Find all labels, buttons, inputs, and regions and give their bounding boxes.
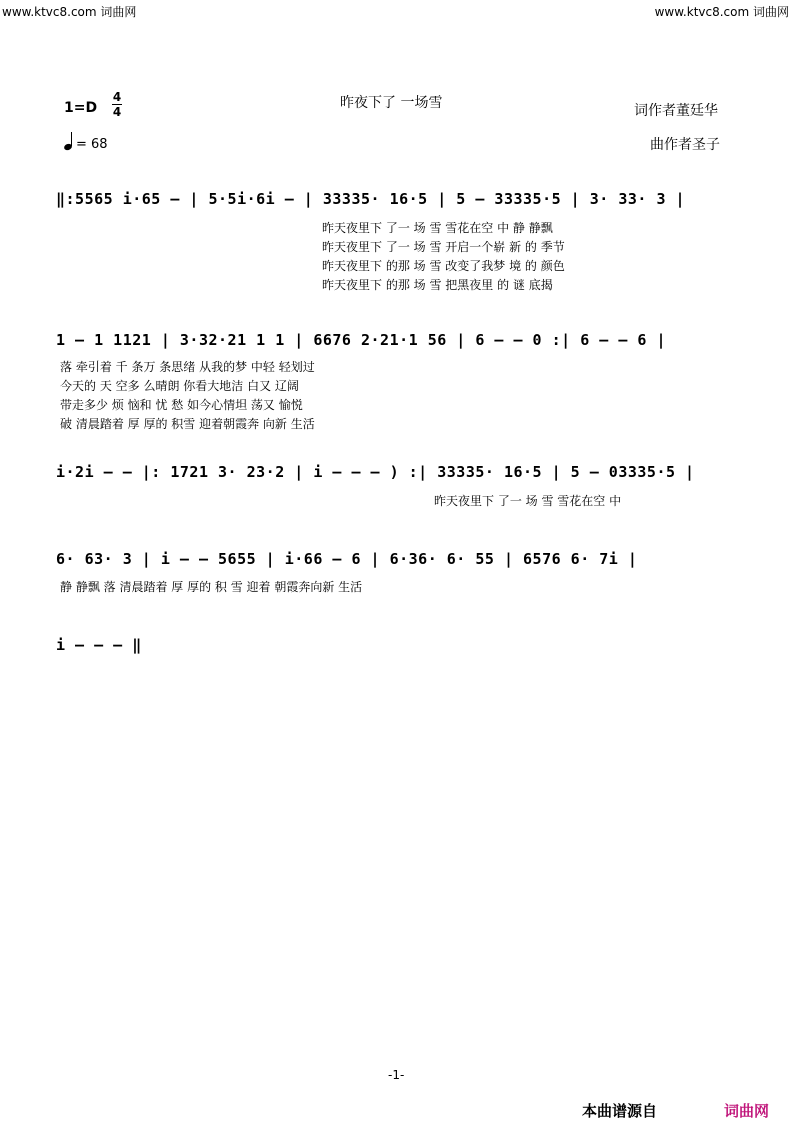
time-signature — [112, 90, 122, 119]
song-title: 昨夜下了 一场雪 — [340, 95, 443, 111]
tempo-value: = 68 — [76, 137, 108, 152]
notation-line-4: 6· 63· 3 | i – – 5655 | i·66 – 6 | 6·36· 6· 55 | 6576 6· 7i | — [56, 550, 638, 568]
lyric-line-1-2: 昨天夜里下 了一 场 雪 开启一个崭 新 的 季节 — [322, 240, 565, 254]
site-watermark-right: www.ktvc8.com 词曲网 — [654, 5, 789, 19]
lyric-line-1-4: 昨天夜里下 的那 场 雪 把黑夜里 的 谜 底揭 — [322, 278, 553, 292]
notation-line-5: i – – – ‖ — [56, 636, 142, 654]
quarter-note-icon — [63, 143, 73, 151]
lyric-line-2-1: 落 牵引着 千 条万 条思绪 从我的梦 中轻 轻划过 — [60, 360, 315, 374]
notation-line-3: i·2i – – |: 1721 3· 23·2 | i – – – ) :| 33335· 16·5 | 5 – 03335·5 | — [56, 463, 695, 481]
footer-source-label: 本曲谱源自 — [582, 1102, 658, 1120]
page-number: -1- — [388, 1068, 405, 1082]
lyric-line-1-1: 昨天夜里下 了一 场 雪 雪花在空 中 静 静飘 — [322, 221, 553, 235]
lyric-line-2-2: 今天的 天 空多 么晴朗 你看大地洁 白又 辽阔 — [60, 379, 299, 393]
lyric-line-2-3: 带走多少 烦 恼和 忧 愁 如今心情坦 荡又 愉悦 — [60, 398, 303, 412]
lyric-line-4-1: 静 静飘 落 清晨踏着 厚 厚的 积 雪 迎着 朝霞奔向新 生活 — [60, 580, 363, 594]
key-signature: 1=D — [64, 100, 98, 116]
lyric-line-2-4: 破 清晨踏着 厚 厚的 积雪 迎着朝霞奔 向新 生活 — [60, 417, 315, 431]
time-signature-top: 4 — [112, 90, 122, 104]
time-signature-bottom: 4 — [112, 105, 122, 119]
notation-line-1: ‖:5565 i·65 – | 5·5i·6i – | 33335· 16·5 | 5 – 33335·5 | 3· 33· 3 | — [56, 190, 686, 208]
site-watermark-left: www.ktvc8.com 词曲网 — [2, 5, 137, 19]
lyric-line-3-1: 昨天夜里下 了一 场 雪 雪花在空 中 — [434, 494, 622, 508]
tempo-marking — [64, 132, 108, 152]
footer-site-logo[interactable]: 词曲网 — [724, 1102, 770, 1120]
lyric-line-1-3: 昨天夜里下 的那 场 雪 改变了我梦 境 的 颜色 — [322, 259, 565, 273]
lyricist-credit: 词作者董廷华 — [634, 103, 718, 119]
composer-credit: 曲作者圣子 — [650, 137, 720, 153]
notation-line-2: 1 – 1 1121 | 3·32·21 1 1 | 6676 2·21·1 56 | 6 – – 0 :| 6 – – 6 | — [56, 331, 666, 349]
